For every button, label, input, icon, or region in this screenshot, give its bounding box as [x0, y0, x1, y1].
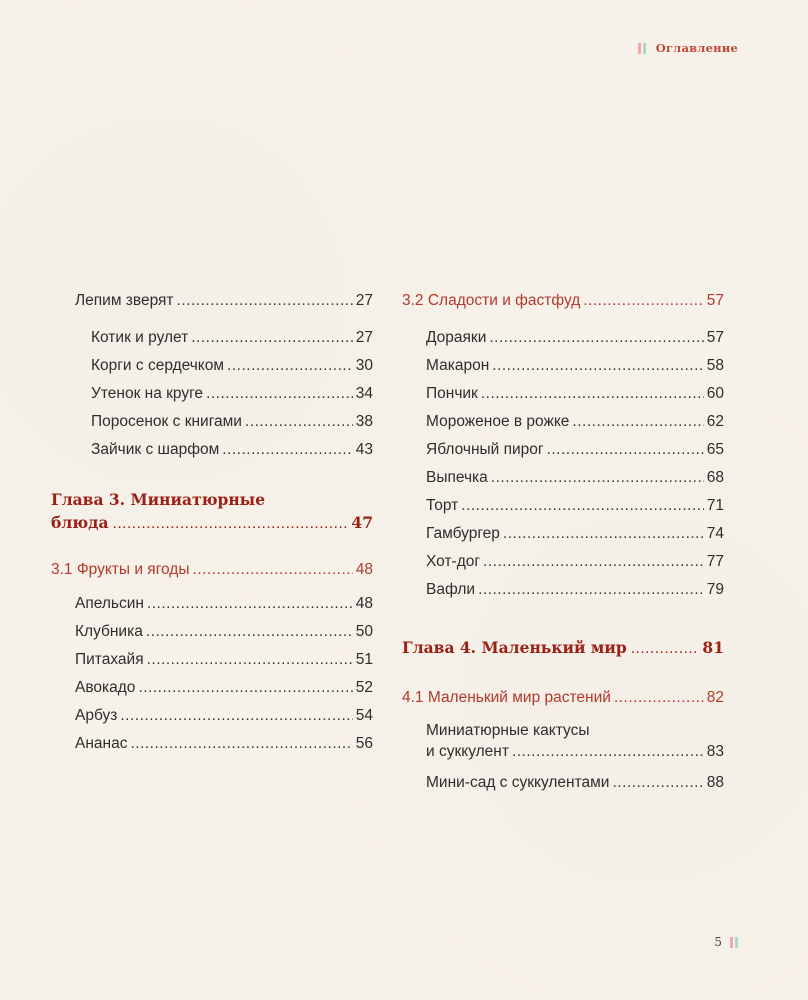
dot-leader: [138, 674, 352, 702]
dot-leader: [572, 408, 703, 436]
dot-leader: [631, 637, 699, 660]
toc-entry[interactable]: Макарон ..... 58: [402, 352, 724, 380]
teal-mark: [643, 43, 646, 54]
toc-entry[interactable]: Гамбургер ..... 74: [402, 520, 724, 548]
header-color-marks: [638, 43, 646, 54]
toc-entry[interactable]: Питахайя ..... 51: [51, 646, 373, 674]
toc-entry[interactable]: Корги с сердечком ..... 30: [51, 352, 373, 380]
running-header: [638, 41, 738, 55]
toc-entry[interactable]: Лепим зверят ..... 27: [51, 287, 373, 315]
dot-leader: [481, 380, 704, 408]
page-footer: [714, 935, 738, 949]
dot-leader: [547, 436, 704, 464]
toc-entry[interactable]: Пончик ..... 60: [402, 380, 724, 408]
toc-entry-multiline[interactable]: Миниатюрные кактусы и суккулент ..... 83: [402, 720, 724, 763]
dot-leader: [461, 492, 703, 520]
toc-entry[interactable]: Торт ..... 71: [402, 492, 724, 520]
page-number: 5: [714, 935, 722, 949]
section-4-1[interactable]: 4.1 Маленький мир растений ..... 82: [402, 684, 724, 712]
section-3-1[interactable]: 3.1 Фрукты и ягоды ..... 48: [51, 556, 373, 584]
dot-leader: [192, 556, 352, 584]
teal-mark: [735, 937, 738, 948]
toc-entry[interactable]: Вафли ..... 79: [402, 576, 724, 604]
toc-entry[interactable]: Зайчик с шарфом ..... 43: [51, 436, 373, 464]
toc-entry[interactable]: Ананас ..... 56: [51, 730, 373, 758]
dot-leader: [147, 590, 353, 618]
toc-entry[interactable]: Мини-сад с суккулентами ..... 88: [402, 769, 724, 797]
dot-leader: [222, 436, 353, 464]
dot-leader: [583, 287, 704, 315]
dot-leader: [245, 408, 353, 436]
toc-entry[interactable]: Клубника ..... 50: [51, 618, 373, 646]
dot-leader: [612, 769, 703, 797]
dot-leader: [483, 548, 704, 576]
toc-entry[interactable]: Дораяки ..... 57: [402, 324, 724, 352]
dot-leader: [489, 324, 703, 352]
header-title: Оглавление: [655, 41, 738, 55]
dot-leader: [512, 741, 704, 763]
toc-right-column: [402, 287, 724, 797]
dot-leader: [191, 324, 353, 352]
toc-entry[interactable]: Котик и рулет ..... 27: [51, 324, 373, 352]
toc-entry[interactable]: Апельсин ..... 48: [51, 590, 373, 618]
dot-leader: [227, 352, 353, 380]
chapter-3-heading[interactable]: Глава 3. Миниатюрные блюда ..... 47: [51, 488, 373, 535]
pink-mark: [730, 937, 733, 948]
dot-leader: [130, 730, 352, 758]
toc-entry[interactable]: Поросенок с книгами ..... 38: [51, 408, 373, 436]
dot-leader: [503, 520, 704, 548]
dot-leader: [478, 576, 704, 604]
dot-leader: [614, 684, 704, 712]
toc-entry[interactable]: Арбуз ..... 54: [51, 702, 373, 730]
dot-leader: [492, 352, 704, 380]
dot-leader: [113, 512, 348, 535]
dot-leader: [120, 702, 352, 730]
dot-leader: [206, 380, 353, 408]
dot-leader: [491, 464, 704, 492]
dot-leader: [147, 646, 353, 674]
dot-leader: [146, 618, 353, 646]
toc-entry[interactable]: Хот-дог ..... 77: [402, 548, 724, 576]
section-3-2[interactable]: 3.2 Сладости и фастфуд ..... 57: [402, 287, 724, 315]
toc-entry[interactable]: Выпечка ..... 68: [402, 464, 724, 492]
pink-mark: [638, 43, 641, 54]
toc-entry[interactable]: Авокадо ..... 52: [51, 674, 373, 702]
toc-entry[interactable]: Утенок на круге ..... 34: [51, 380, 373, 408]
toc-left-column: [51, 287, 373, 758]
chapter-4-heading[interactable]: Глава 4. Маленький мир ..... 81: [402, 636, 724, 660]
toc-entry[interactable]: Мороженое в рожке ..... 62: [402, 408, 724, 436]
toc-entry[interactable]: Яблочный пирог ..... 65: [402, 436, 724, 464]
dot-leader: [177, 287, 353, 315]
footer-color-marks: [730, 937, 738, 948]
